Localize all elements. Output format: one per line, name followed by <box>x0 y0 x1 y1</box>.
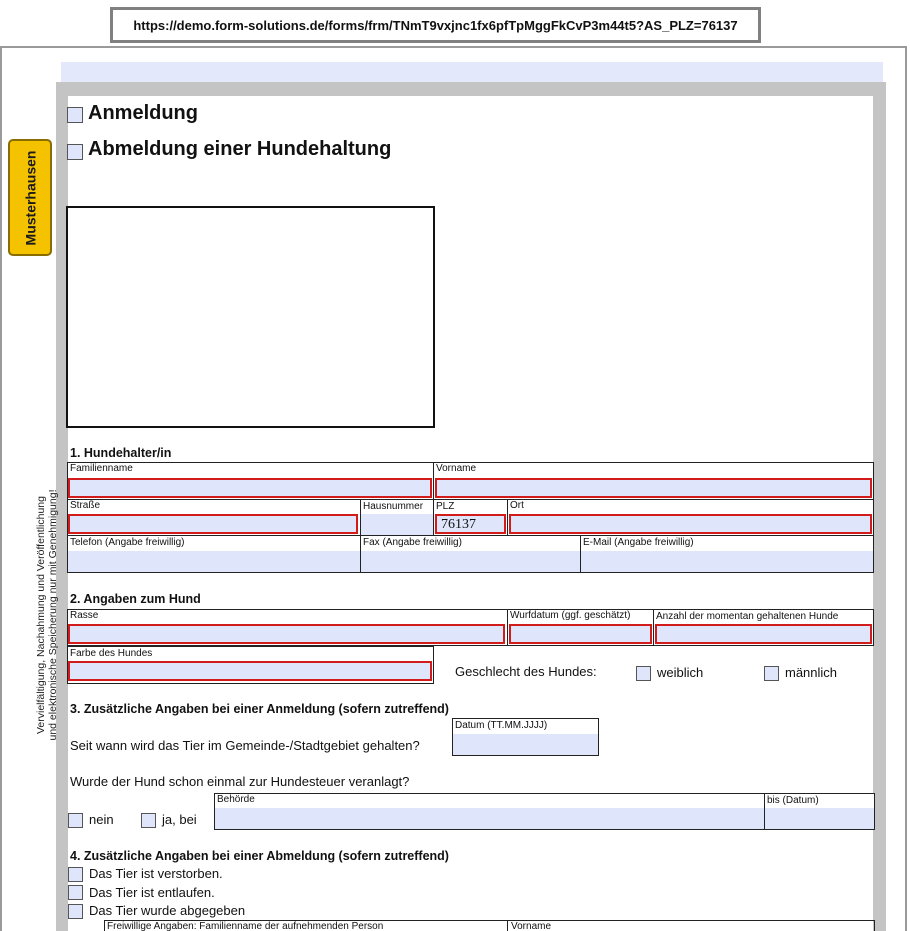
datum-label: Datum (TT.MM.JJJJ) <box>455 720 548 731</box>
strasse-label: Straße <box>70 500 101 511</box>
vorname-abmeldung-label: Vorname <box>511 921 552 931</box>
fax-input[interactable] <box>361 551 580 572</box>
freiwillig-label: Freiwillige Angaben: Familienname der aufnehmenden Person <box>107 921 384 931</box>
ja-bei-checkbox[interactable] <box>141 813 156 828</box>
telefon-label: Telefon (Angabe freiwillig) <box>70 537 185 548</box>
datum-input[interactable] <box>453 734 598 755</box>
maennlich-label: männlich <box>785 665 838 680</box>
plz-label: PLZ <box>436 501 455 512</box>
anzahl-input[interactable] <box>655 624 872 644</box>
behoerde-label: Behörde <box>217 794 255 805</box>
familienname-label: Familienname <box>70 463 133 474</box>
logo-placeholder-box <box>66 206 435 428</box>
hausnummer-input[interactable] <box>361 514 433 535</box>
geschlecht-label: Geschlecht des Hundes: <box>455 664 597 679</box>
municipality-tab <box>8 139 52 256</box>
familienname-input[interactable] <box>68 478 432 498</box>
url-text: https://demo.form-solutions.de/forms/frm/TNmT9vxjnc1fx6pfTpMggFkCvP3m44t5?AS_PLZ=76137 <box>133 17 738 33</box>
nein-checkbox[interactable] <box>68 813 83 828</box>
page-border-top <box>56 82 886 96</box>
farbe-input[interactable] <box>68 661 432 681</box>
ja-bei-label: ja, bei <box>162 812 197 827</box>
top-strip <box>61 62 883 82</box>
behoerde-input[interactable] <box>215 808 764 829</box>
farbe-label: Farbe des Hundes <box>70 648 153 659</box>
section-1-title: 1. Hundehalter/in <box>70 446 172 460</box>
fax-label: Fax (Angabe freiwillig) <box>363 537 462 548</box>
weiblich-checkbox[interactable] <box>636 666 651 681</box>
anmeldung-label: Anmeldung <box>88 102 198 124</box>
weiblich-label: weiblich <box>657 665 704 680</box>
abmeldung-checkbox[interactable] <box>67 144 83 160</box>
section-4-title: 4. Zusätzliche Angaben bei einer Abmeldung (sofern zutreffend) <box>70 849 449 863</box>
telefon-input[interactable] <box>68 551 360 572</box>
abmeldung-label: Abmeldung einer Hundehaltung <box>88 138 392 160</box>
abgegeben-details-row <box>104 920 875 931</box>
copyright-line-1: Vervielfältigung, Nachahmung und Veröffentlichung <box>35 496 47 734</box>
anmeldung-checkbox[interactable] <box>67 107 83 123</box>
bis-label: bis (Datum) <box>767 795 819 806</box>
verstorben-checkbox[interactable] <box>68 867 83 882</box>
strasse-input[interactable] <box>68 514 358 534</box>
bis-input[interactable] <box>765 808 874 829</box>
entlaufen-checkbox[interactable] <box>68 885 83 900</box>
wurfdatum-input[interactable] <box>509 624 652 644</box>
section-2-title: 2. Angaben zum Hund <box>70 592 201 606</box>
copyright-line-2: und elektronische Speicherung nur mit Genehmigung! <box>47 489 59 741</box>
hausnummer-label: Hausnummer <box>363 501 424 512</box>
ort-input[interactable] <box>509 514 872 534</box>
email-input[interactable] <box>581 551 873 572</box>
veranlagt-question: Wurde der Hund schon einmal zur Hundesteuer veranlagt? <box>70 774 410 789</box>
entlaufen-label: Das Tier ist entlaufen. <box>89 885 215 900</box>
email-label: E-Mail (Angabe freiwillig) <box>583 537 694 548</box>
wurfdatum-label: Wurfdatum (ggf. geschätzt) <box>510 610 631 621</box>
url-bar[interactable] <box>110 7 761 43</box>
seit-wann-question: Seit wann wird das Tier im Gemeinde-/Stadtgebiet gehalten? <box>70 738 420 753</box>
copyright-note <box>35 435 65 795</box>
vorname-label: Vorname <box>436 463 477 474</box>
rasse-input[interactable] <box>68 624 505 644</box>
rasse-label: Rasse <box>70 610 99 621</box>
verstorben-label: Das Tier ist verstorben. <box>89 866 223 881</box>
nein-label: nein <box>89 812 114 827</box>
municipality-label: Musterhausen <box>22 150 39 245</box>
maennlich-checkbox[interactable] <box>764 666 779 681</box>
abgegeben-label: Das Tier wurde abgegeben <box>89 903 246 918</box>
column-divider <box>507 921 508 931</box>
plz-input[interactable]: 76137 <box>435 514 506 534</box>
vorname-input[interactable] <box>435 478 872 498</box>
anzahl-label: Anzahl der momentan gehaltenen Hunde <box>656 611 839 622</box>
abgegeben-checkbox[interactable] <box>68 904 83 919</box>
ort-label: Ort <box>510 500 524 511</box>
section-3-title: 3. Zusätzliche Angaben bei einer Anmeldung (sofern zutreffend) <box>70 702 449 716</box>
